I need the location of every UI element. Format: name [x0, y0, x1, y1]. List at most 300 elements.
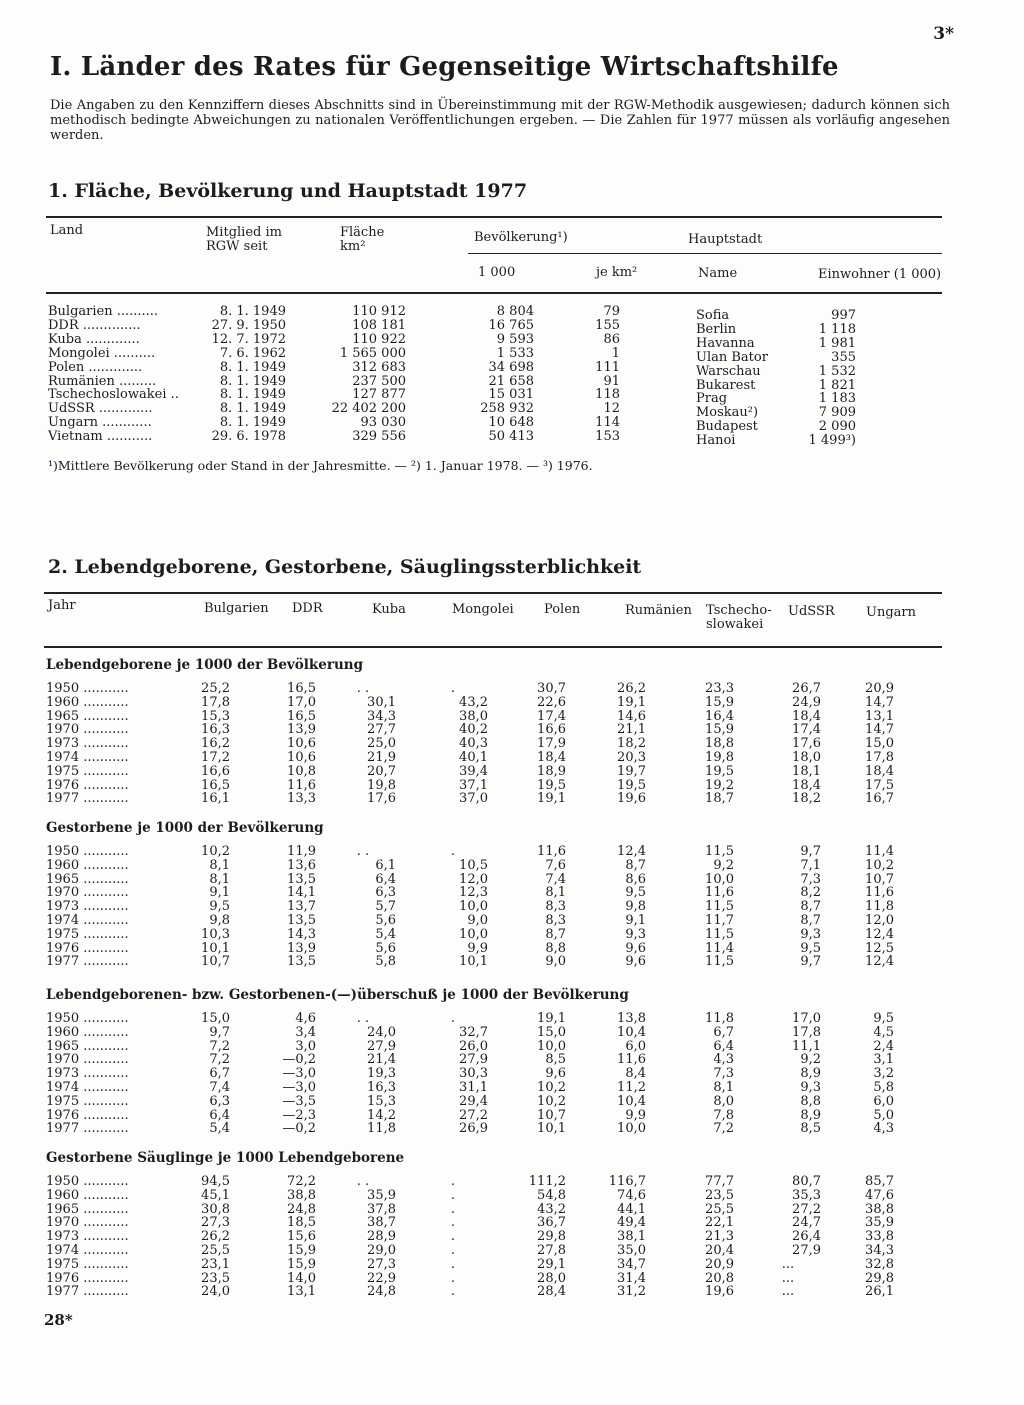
t1-cell-land: Rumänien .........: [48, 373, 157, 389]
t2-cell-ddr: 13,9: [287, 940, 316, 956]
t2-cell-rumaenien: 31,4: [617, 1270, 646, 1286]
t2-cell-ddr: 14,1: [287, 885, 316, 901]
t2-cell-bulgarien: 23,1: [201, 1256, 230, 1272]
t2-cell-udssr: 18,2: [792, 791, 821, 807]
t2-cell-udssr: 80,7: [792, 1174, 821, 1189]
t2-cell-kuba: 6,1: [375, 857, 396, 873]
t2-header-jahr: Jahr: [48, 598, 76, 613]
t1-cell-mitglied: 12. 7. 1972: [211, 331, 286, 347]
t2-year-label: 1975 ...........: [46, 1093, 129, 1109]
t1-cell-bev: 34 698: [488, 359, 534, 375]
t2-cell-bulgarien: 6,4: [209, 1107, 230, 1123]
t1-cell-bev: 21 658: [488, 373, 534, 389]
t2-cell-udssr: ...: [781, 1270, 795, 1286]
t2-cell-tschecho: 20,8: [705, 1270, 734, 1286]
t2-cell-mongolei: 10,0: [459, 926, 488, 942]
t2-cell-ungarn: 3,2: [873, 1066, 894, 1082]
t2-cell-bulgarien: 16,2: [201, 736, 230, 752]
t2-cell-rumaenien: 19,6: [617, 791, 646, 807]
t2-cell-bulgarien: 10,3: [201, 926, 230, 942]
t2-block-title: Gestorbene Säuglinge je 1000 Lebendgeborene: [46, 1150, 405, 1166]
t2-year-label: 1970 ...........: [46, 885, 129, 901]
t1-cell-einw: 1 499³): [808, 433, 856, 449]
t1-cell-km2: 79: [603, 304, 620, 319]
t2-year-label: 1970 ...........: [46, 722, 129, 738]
t2-cell-ddr: 13,5: [287, 913, 316, 928]
t2-cell-ungarn: 13,1: [865, 708, 894, 724]
t1-cell-land: Vietnam ...........: [48, 429, 153, 445]
t1-subheader-rule: [468, 253, 942, 254]
t2-cell-rumaenien: 13,8: [617, 1011, 646, 1026]
t1-cell-einw: 1 981: [818, 335, 856, 351]
t2-cell-kuba: 19,8: [367, 777, 396, 793]
t2-cell-kuba: 37,8: [367, 1201, 396, 1217]
t2-cell-tschecho: 19,2: [705, 777, 734, 793]
t2-cell-udssr: 9,3: [800, 1080, 821, 1095]
t2-cell-tschecho: 19,6: [705, 1284, 734, 1300]
t2-cell-tschecho: 21,3: [705, 1229, 734, 1245]
t2-cell-bulgarien: 9,1: [209, 885, 230, 901]
t1-cell-km2: 12: [603, 401, 620, 417]
t2-cell-tschecho: 6,7: [713, 1024, 734, 1040]
t2-cell-rumaenien: 49,4: [617, 1215, 646, 1231]
t1-header-name: Name: [698, 266, 738, 281]
t2-cell-mongolei: 27,2: [459, 1107, 488, 1123]
t1-header-flaeche: Fläche km²: [340, 225, 385, 254]
t2-cell-tschecho: 11,7: [705, 913, 734, 928]
t2-cell-bulgarien: 7,2: [209, 1038, 230, 1054]
t2-cell-tschecho: 8,0: [713, 1093, 734, 1109]
t2-cell-rumaenien: 9,1: [625, 913, 646, 928]
t2-cell-ungarn: 17,8: [865, 750, 894, 765]
t2-cell-kuba: . .: [356, 681, 370, 696]
t2-cell-tschecho: 11,8: [705, 1011, 734, 1026]
t2-cell-bulgarien: 17,8: [201, 694, 230, 710]
t2-cell-bulgarien: 10,7: [201, 954, 230, 970]
t2-cell-bulgarien: 9,8: [209, 913, 230, 928]
t2-year-label: 1973 ...........: [46, 1066, 129, 1082]
t1-cell-land: Bulgarien ..........: [48, 304, 159, 319]
t1-cell-einw: 2 090: [818, 419, 856, 435]
t2-cell-ddr: 15,9: [287, 1256, 316, 1272]
t2-cell-polen: 19,1: [537, 1011, 566, 1026]
t2-cell-kuba: 5,4: [375, 926, 396, 942]
t2-cell-ungarn: 38,8: [865, 1201, 894, 1217]
t1-cell-mitglied: 29. 6. 1978: [211, 429, 286, 445]
t2-cell-rumaenien: 10,4: [617, 1093, 646, 1109]
t2-cell-tschecho: 77,7: [705, 1174, 734, 1189]
t2-cell-ungarn: 12,4: [865, 926, 894, 942]
t2-cell-rumaenien: 74,6: [617, 1187, 646, 1203]
t2-cell-udssr: 7,3: [800, 871, 821, 887]
t2-cell-ddr: 38,8: [287, 1187, 316, 1203]
t2-cell-ungarn: 12,0: [865, 913, 894, 928]
t2-cell-bulgarien: 16,6: [201, 763, 230, 779]
t2-cell-polen: 9,0: [545, 954, 566, 970]
t1-cell-bev: 1 533: [496, 345, 534, 361]
t2-cell-polen: 10,2: [537, 1080, 566, 1095]
t2-cell-udssr: 9,7: [800, 954, 821, 970]
t2-cell-polen: 19,1: [537, 791, 566, 807]
t2-cell-ungarn: 3,1: [873, 1052, 894, 1068]
t2-cell-ddr: 11,6: [287, 777, 316, 793]
t2-cell-mongolei: 12,0: [459, 871, 488, 887]
t2-header-mongolei: Mongolei: [452, 602, 514, 617]
t2-cell-rumaenien: 6,0: [625, 1038, 646, 1054]
t1-cell-bev: 16 765: [488, 317, 534, 333]
t2-cell-ddr: 13,3: [287, 791, 316, 807]
t1-cell-einw: 1 183: [818, 391, 856, 407]
t1-cell-bev: 258 932: [480, 401, 534, 417]
t2-cell-mongolei: .: [450, 1215, 456, 1231]
t2-cell-kuba: 14,2: [367, 1107, 396, 1123]
t1-cell-land: Polen .............: [48, 359, 143, 375]
t2-cell-rumaenien: 9,6: [625, 940, 646, 956]
t2-cell-ddr: —3,5: [282, 1093, 316, 1109]
t2-cell-ddr: 4,6: [295, 1011, 316, 1026]
t2-cell-ddr: 3,0: [295, 1038, 316, 1054]
t2-cell-rumaenien: 18,2: [617, 736, 646, 752]
t2-cell-udssr: 24,9: [792, 694, 821, 710]
t2-cell-udssr: 8,7: [800, 899, 821, 915]
t2-cell-ungarn: 47,6: [865, 1187, 894, 1203]
t2-cell-rumaenien: 9,5: [625, 885, 646, 901]
t2-cell-polen: 10,1: [537, 1121, 566, 1137]
t2-cell-ddr: —0,2: [282, 1052, 316, 1068]
t1-header-bev-km2: je km²: [596, 265, 638, 280]
t2-cell-tschecho: 11,5: [705, 954, 734, 970]
t2-block-title: Lebendgeborenen- bzw. Gestorbenen-(—)überschuß je 1000 der Bevölkerung: [46, 987, 629, 1003]
t2-cell-tschecho: 4,3: [713, 1052, 734, 1068]
t2-cell-mongolei: 43,2: [459, 694, 488, 710]
t2-cell-mongolei: 38,0: [459, 708, 488, 724]
t2-cell-rumaenien: 19,1: [617, 694, 646, 710]
t2-cell-ungarn: 11,4: [865, 844, 894, 859]
t2-cell-bulgarien: 9,5: [209, 899, 230, 915]
t1-cell-flaeche: 237 500: [352, 373, 406, 389]
t2-year-label: 1950 ...........: [46, 844, 129, 859]
t1-cell-einw: 997: [831, 308, 856, 323]
t2-year-label: 1960 ...........: [46, 857, 129, 873]
t2-cell-ddr: —2,3: [282, 1107, 316, 1123]
t2-cell-udssr: 11,1: [792, 1038, 821, 1054]
t2-cell-ungarn: 2,4: [873, 1038, 894, 1054]
t2-year-label: 1960 ...........: [46, 1187, 129, 1203]
t1-cell-km2: 91: [603, 373, 620, 389]
t2-cell-rumaenien: 10,4: [617, 1024, 646, 1040]
t2-cell-udssr: ...: [781, 1284, 795, 1300]
t1-cell-name: Prag: [696, 391, 728, 407]
t2-cell-polen: 111,2: [528, 1174, 566, 1189]
table2-top-rule: [44, 592, 942, 594]
t2-cell-udssr: 18,1: [792, 763, 821, 779]
t2-cell-udssr: 9,5: [800, 940, 821, 956]
t2-year-label: 1950 ...........: [46, 1011, 129, 1026]
t2-year-label: 1977 ...........: [46, 954, 129, 970]
table1-header-rule: [46, 292, 942, 294]
t2-cell-ungarn: 4,3: [873, 1121, 894, 1137]
t2-cell-rumaenien: 26,2: [617, 681, 646, 696]
t2-cell-ddr: 18,5: [287, 1215, 316, 1231]
t2-cell-polen: 19,5: [537, 777, 566, 793]
t1-cell-name: Budapest: [696, 419, 758, 435]
t1-cell-mitglied: 8. 1. 1949: [219, 415, 286, 431]
t2-cell-udssr: 35,3: [792, 1187, 821, 1203]
t2-cell-bulgarien: 25,2: [201, 681, 230, 696]
t2-cell-tschecho: 18,8: [705, 736, 734, 752]
t2-year-label: 1965 ...........: [46, 1201, 129, 1217]
t2-cell-rumaenien: 8,7: [625, 857, 646, 873]
t2-cell-mongolei: 40,1: [459, 750, 488, 765]
t2-cell-mongolei: 37,0: [459, 791, 488, 807]
t1-cell-mitglied: 8. 1. 1949: [219, 387, 286, 403]
t2-cell-ddr: 16,5: [287, 708, 316, 724]
t2-cell-bulgarien: 45,1: [201, 1187, 230, 1203]
t2-year-label: 1960 ...........: [46, 694, 129, 710]
t2-cell-polen: 8,5: [545, 1052, 566, 1068]
t1-cell-land: UdSSR .............: [48, 401, 153, 417]
t2-cell-tschecho: 11,5: [705, 844, 734, 859]
t2-cell-mongolei: 40,2: [459, 722, 488, 738]
t2-year-label: 1974 ...........: [46, 913, 129, 928]
t2-cell-udssr: 17,8: [792, 1024, 821, 1040]
t2-cell-polen: 36,7: [537, 1215, 566, 1231]
t2-cell-bulgarien: 8,1: [209, 857, 230, 873]
t2-cell-ungarn: 14,7: [865, 694, 894, 710]
t2-cell-polen: 28,0: [537, 1270, 566, 1286]
t2-cell-kuba: 35,9: [367, 1187, 396, 1203]
t2-cell-ddr: 13,7: [287, 899, 316, 915]
t2-year-label: 1974 ...........: [46, 1080, 129, 1095]
t2-cell-ungarn: 5,8: [873, 1080, 894, 1095]
t2-cell-kuba: 27,9: [367, 1038, 396, 1054]
t1-cell-mitglied: 8. 1. 1949: [219, 401, 286, 417]
t2-cell-ddr: 13,6: [287, 857, 316, 873]
t2-cell-ddr: 3,4: [295, 1024, 316, 1040]
t2-header-ddr: DDR: [292, 601, 323, 616]
t2-cell-bulgarien: 6,7: [209, 1066, 230, 1082]
t1-cell-km2: 114: [595, 415, 620, 431]
t2-cell-rumaenien: 14,6: [617, 708, 646, 724]
t1-cell-flaeche: 22 402 200: [331, 401, 406, 417]
t2-cell-udssr: 17,6: [792, 736, 821, 752]
t2-cell-ddr: 10,8: [287, 763, 316, 779]
table1-footnote: ¹)Mittlere Bevölkerung oder Stand in der Jahresmitte. — ²) 1. Januar 1978. — ³) 1976.: [48, 458, 593, 473]
t1-cell-km2: 111: [595, 359, 620, 375]
t2-header-udssr: UdSSR: [788, 604, 835, 619]
t1-cell-km2: 1: [611, 345, 620, 361]
t2-cell-ddr: 15,9: [287, 1243, 316, 1258]
t2-cell-kuba: 6,4: [375, 871, 396, 887]
t1-cell-name: Hanoi: [696, 433, 736, 449]
t2-cell-kuba: 22,9: [367, 1270, 396, 1286]
t2-cell-mongolei: .: [450, 1201, 456, 1217]
t2-cell-tschecho: 16,4: [705, 708, 734, 724]
t2-header-ungarn: Ungarn: [866, 605, 916, 620]
t2-cell-bulgarien: 15,0: [201, 1011, 230, 1026]
t2-header-tschecho-2: slowakei: [706, 617, 764, 632]
t2-cell-tschecho: 9,2: [713, 857, 734, 873]
t2-cell-bulgarien: 5,4: [209, 1121, 230, 1137]
t2-cell-ungarn: 12,4: [865, 954, 894, 970]
t2-cell-polen: 8,7: [545, 926, 566, 942]
t2-cell-ungarn: 6,0: [873, 1093, 894, 1109]
t1-cell-mitglied: 27. 9. 1950: [211, 317, 286, 333]
t2-cell-tschecho: 19,8: [705, 750, 734, 765]
t1-cell-einw: 1 821: [818, 377, 856, 393]
t2-cell-rumaenien: 11,6: [617, 1052, 646, 1068]
t2-cell-rumaenien: 9,6: [625, 954, 646, 970]
t2-cell-polen: 15,0: [537, 1024, 566, 1040]
t2-cell-kuba: 20,7: [367, 763, 396, 779]
t2-cell-mongolei: .: [450, 1187, 456, 1203]
t2-cell-rumaenien: 11,2: [617, 1080, 646, 1095]
t2-cell-bulgarien: 16,1: [201, 791, 230, 807]
t2-cell-bulgarien: 30,8: [201, 1201, 230, 1217]
t2-cell-udssr: 9,2: [800, 1052, 821, 1068]
t2-cell-ddr: 17,0: [287, 694, 316, 710]
t2-cell-mongolei: 39,4: [459, 763, 488, 779]
t1-cell-flaeche: 110 922: [352, 331, 406, 347]
t1-cell-einw: 7 909: [818, 405, 856, 421]
table1-top-rule: [46, 216, 942, 218]
t2-year-label: 1965 ...........: [46, 871, 129, 887]
t2-cell-kuba: . .: [356, 844, 370, 859]
t2-cell-rumaenien: 9,3: [625, 926, 646, 942]
t2-cell-ddr: 13,5: [287, 871, 316, 887]
t2-cell-polen: 7,4: [545, 871, 566, 887]
t2-cell-bulgarien: 94,5: [201, 1174, 230, 1189]
t2-cell-mongolei: 10,1: [459, 954, 488, 970]
intro-paragraph: Die Angaben zu den Kennziffern dieses Abschnitts sind in Übereinstimmung mit der RGW-Methodik ausgewiesen; dadurch können sich methodisch bedingte Abweichungen zu nationalen Veröffentlichungen ergeben. — Die Zahlen für 1977 müssen als vorläufig angesehen werden.: [50, 98, 950, 143]
t2-cell-bulgarien: 7,4: [209, 1080, 230, 1095]
t2-cell-ddr: 10,6: [287, 750, 316, 765]
t2-cell-tschecho: 11,6: [705, 885, 734, 901]
t2-cell-kuba: 5,8: [375, 954, 396, 970]
t2-cell-polen: 18,9: [537, 763, 566, 779]
t2-cell-polen: 8,3: [545, 913, 566, 928]
t2-cell-rumaenien: 38,1: [617, 1229, 646, 1245]
t2-cell-rumaenien: 21,1: [617, 722, 646, 738]
t2-cell-bulgarien: 27,3: [201, 1215, 230, 1231]
t2-cell-tschecho: 7,2: [713, 1121, 734, 1137]
t2-cell-mongolei: .: [450, 844, 456, 859]
t2-year-label: 1970 ...........: [46, 1215, 129, 1231]
t1-cell-name: Bukarest: [696, 377, 756, 393]
t2-cell-ungarn: 4,5: [873, 1024, 894, 1040]
t2-cell-kuba: 34,3: [367, 708, 396, 724]
t2-year-label: 1975 ...........: [46, 926, 129, 942]
t2-cell-ungarn: 11,8: [865, 899, 894, 915]
t1-cell-flaeche: 127 877: [352, 387, 406, 403]
t2-cell-ungarn: 10,7: [865, 871, 894, 887]
t1-cell-km2: 118: [595, 387, 620, 403]
t2-cell-rumaenien: 9,8: [625, 899, 646, 915]
t2-cell-udssr: 18,4: [792, 708, 821, 724]
t1-cell-einw: 355: [831, 349, 856, 365]
t2-cell-tschecho: 15,9: [705, 694, 734, 710]
t2-cell-ungarn: 10,2: [865, 857, 894, 873]
t2-cell-ungarn: 29,8: [865, 1270, 894, 1286]
t2-cell-mongolei: 31,1: [459, 1080, 488, 1095]
t1-cell-bev: 8 804: [496, 304, 534, 319]
t2-cell-udssr: 8,8: [800, 1093, 821, 1109]
t2-cell-ddr: —3,0: [282, 1080, 316, 1095]
t2-cell-tschecho: 19,5: [705, 763, 734, 779]
t2-cell-bulgarien: 23,5: [201, 1270, 230, 1286]
t2-cell-ungarn: 35,9: [865, 1215, 894, 1231]
t2-cell-kuba: 5,6: [375, 913, 396, 928]
t2-cell-polen: 29,1: [537, 1256, 566, 1272]
t2-cell-mongolei: .: [450, 1011, 456, 1026]
t2-cell-kuba: 19,3: [367, 1066, 396, 1082]
t2-cell-bulgarien: 9,7: [209, 1024, 230, 1040]
t2-cell-kuba: 27,7: [367, 722, 396, 738]
t1-cell-name: Ulan Bator: [696, 349, 768, 365]
t2-cell-tschecho: 7,3: [713, 1066, 734, 1082]
t2-cell-udssr: 26,4: [792, 1229, 821, 1245]
t1-cell-einw: 1 532: [818, 363, 856, 379]
t2-cell-ddr: 13,9: [287, 722, 316, 738]
t2-cell-ungarn: 33,8: [865, 1229, 894, 1245]
t2-cell-ddr: 15,6: [287, 1229, 316, 1245]
t2-cell-ddr: 16,5: [287, 681, 316, 696]
t2-cell-ungarn: 34,3: [865, 1243, 894, 1258]
t2-year-label: 1950 ...........: [46, 681, 129, 696]
t2-cell-polen: 22,6: [537, 694, 566, 710]
t2-header-tschecho-1: Tschecho-: [706, 603, 772, 618]
t2-header-bulgarien: Bulgarien: [204, 601, 269, 616]
t2-cell-kuba: 21,9: [367, 750, 396, 765]
t2-cell-rumaenien: 116,7: [608, 1174, 646, 1189]
t1-cell-flaeche: 312 683: [352, 359, 406, 375]
t2-year-label: 1977 ...........: [46, 1284, 129, 1300]
t1-cell-name: Berlin: [696, 321, 737, 337]
t2-cell-mongolei: 40,3: [459, 736, 488, 752]
t2-cell-polen: 7,6: [545, 857, 566, 873]
t1-header-land: Land: [50, 223, 84, 238]
t2-cell-mongolei: 27,9: [459, 1052, 488, 1068]
t1-cell-bev: 10 648: [488, 415, 534, 431]
t2-year-label: 1965 ...........: [46, 708, 129, 724]
t2-cell-ungarn: 20,9: [865, 681, 894, 696]
t2-cell-udssr: 8,7: [800, 913, 821, 928]
t2-cell-rumaenien: 35,0: [617, 1243, 646, 1258]
t2-cell-ungarn: 16,7: [865, 791, 894, 807]
t2-cell-tschecho: 11,5: [705, 926, 734, 942]
t2-cell-kuba: 24,8: [367, 1284, 396, 1300]
t2-cell-tschecho: 11,4: [705, 940, 734, 956]
t2-cell-mongolei: 26,0: [459, 1038, 488, 1054]
t2-cell-kuba: 29,0: [367, 1243, 396, 1258]
t2-cell-tschecho: 10,0: [705, 871, 734, 887]
t2-cell-kuba: 5,6: [375, 940, 396, 956]
t1-header-bevoelkerung: Bevölkerung¹): [474, 230, 568, 245]
t1-cell-einw: 1 118: [818, 321, 856, 337]
t2-cell-mongolei: 9,9: [467, 940, 488, 956]
t2-cell-rumaenien: 9,9: [625, 1107, 646, 1123]
t2-cell-ungarn: 32,8: [865, 1256, 894, 1272]
t1-cell-name: Moskau²): [696, 405, 759, 421]
t2-cell-polen: 9,6: [545, 1066, 566, 1082]
t2-cell-mongolei: 26,9: [459, 1121, 488, 1137]
t2-cell-tschecho: 18,7: [705, 791, 734, 807]
t2-cell-rumaenien: 20,3: [617, 750, 646, 765]
t2-cell-udssr: 24,7: [792, 1215, 821, 1231]
t2-year-label: 1950 ...........: [46, 1174, 129, 1189]
t2-cell-mongolei: 9,0: [467, 913, 488, 928]
t2-cell-tschecho: 11,5: [705, 899, 734, 915]
